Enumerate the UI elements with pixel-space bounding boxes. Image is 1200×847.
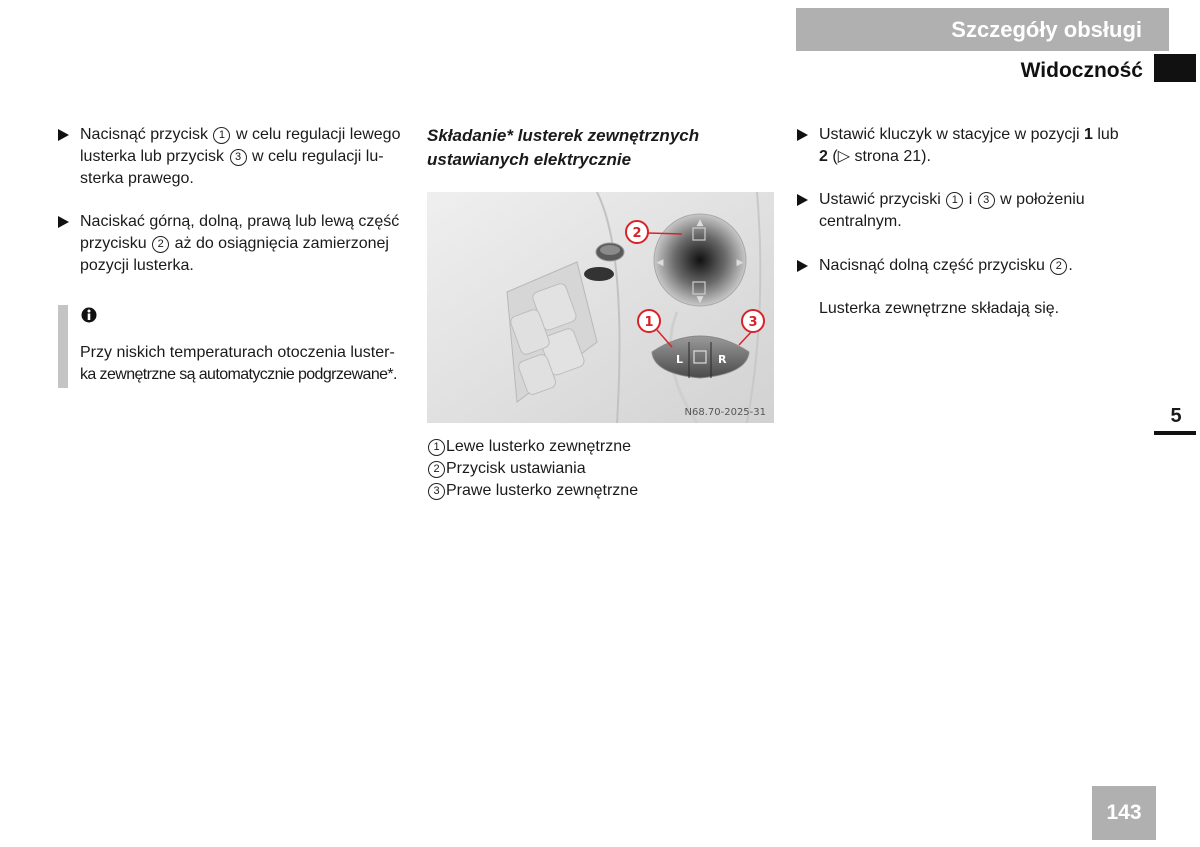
page-number-box xyxy=(1092,786,1156,840)
note-side-bar xyxy=(58,305,68,388)
number-circle: 3 xyxy=(978,192,995,209)
chapter-header xyxy=(796,8,1169,51)
legend-item: 1 Lewe lusterko zewnętrzne xyxy=(427,436,638,458)
left-step-1: Nacisnąć przycisk 1 w celu regulacji lewego lusterka lub przycisk 3 w celu regulacji lu- sterka prawego. xyxy=(58,124,430,190)
rocker-right-label: R xyxy=(718,353,727,366)
number-circle: 3 xyxy=(230,149,247,166)
chapter-title: Szczegóły obsługi xyxy=(951,16,1142,42)
page-number: 143 xyxy=(1106,801,1142,824)
number-circle: 1 xyxy=(213,127,230,144)
info-icon xyxy=(81,305,97,325)
right-step-1: Ustawić kluczyk w stacyjce w pozycji 1 lub 2 (▷ strona 21). xyxy=(797,124,1169,168)
note-text: Przy niskich temperaturach otoczenia luster- ka zewnętrzne są automatycznie podgrzewane*. xyxy=(80,344,397,383)
number-circle: 1 xyxy=(946,192,963,209)
right-step-3: Nacisnąć dolną część przycisku 2 . xyxy=(797,255,1169,277)
right-step-2: Ustawić przyciski 1 i 3 w położeniu centralnym. xyxy=(797,189,1169,233)
callout-3: 3 xyxy=(748,315,758,330)
callout-1: 1 xyxy=(644,315,654,330)
bullet-arrow-icon xyxy=(58,129,69,141)
page-reference-arrow-icon: ▷ xyxy=(837,148,850,165)
svg-text:▶: ▶ xyxy=(736,258,744,268)
chapter-tab-number: 5 xyxy=(1170,405,1182,427)
svg-text:▲: ▲ xyxy=(696,218,704,228)
callout-2: 2 xyxy=(632,226,642,241)
subsection-heading: Składanie* lusterek zewnętrznych ustawianych elektrycznie xyxy=(427,126,700,169)
section-title: Widoczność xyxy=(1020,59,1143,82)
bullet-arrow-icon xyxy=(797,194,808,206)
left-step-2: Naciskać górną, dolną, prawą lub lewą część przycisku 2 aż do osiągnięcia zamierzonej pozycji lusterka. xyxy=(58,211,430,277)
chapter-tab-underline xyxy=(1154,431,1196,435)
figure-code: N68.70-2025-31 xyxy=(684,407,766,418)
result-text: Lusterka zewnętrzne składają się. xyxy=(819,300,1060,317)
svg-text:▼: ▼ xyxy=(696,295,704,305)
section-marker xyxy=(1154,54,1196,82)
mirror-control-figure xyxy=(427,192,774,423)
legend-item: 3 Prawe lusterko zewnętrzne xyxy=(427,480,638,502)
bullet-arrow-icon xyxy=(58,216,69,228)
number-circle: 2 xyxy=(152,236,169,253)
svg-text:◀: ◀ xyxy=(656,258,664,268)
rocker-left-label: L xyxy=(676,353,684,366)
bullet-arrow-icon xyxy=(797,129,808,141)
figure-legend xyxy=(427,436,638,502)
number-circle: 2 xyxy=(1050,258,1067,275)
bullet-arrow-icon xyxy=(797,260,808,272)
legend-item: 2 Przycisk ustawiania xyxy=(427,458,638,480)
